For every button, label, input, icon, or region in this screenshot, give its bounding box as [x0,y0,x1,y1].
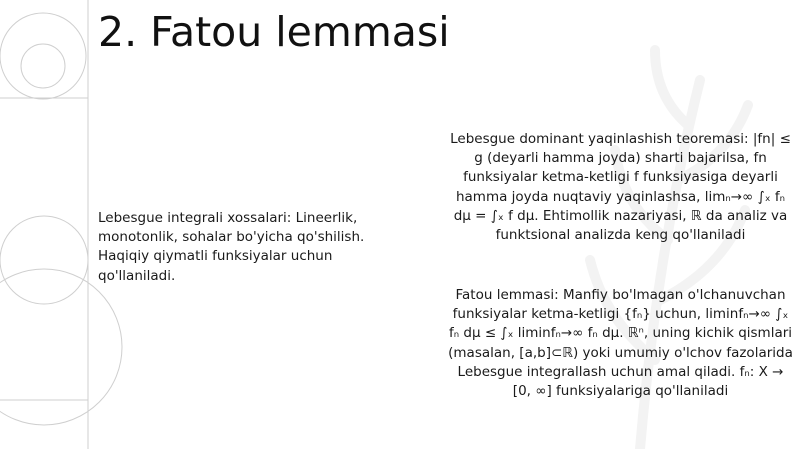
decor-circle-bottom [0,269,122,425]
slide-title: 2. Fatou lemmasi [98,8,450,56]
decor-circle-small-top [21,44,65,88]
decor-circle-large-top [0,13,86,99]
properties-text: Lebesgue integrali xossalari: Lineerlik, monotonlik, sohalar bo'yicha qo'shilish. Haqiqiy qiymatli funksiyalar uchun qo'llaniladi. [98,210,365,284]
dominant-convergence-text: Lebesgue dominant yaqinlashish teoremasi: |fn| ≤ g (deyarli hamma joyda) sharti bajarilsa, fn funksiyalar ketma-ketligi f funksiyasiga deyarli hamma joyda nuqtaviy yaqinlashsa, limₙ→∞ ∫ₓ fₙ dμ = ∫ₓ f dμ. Ehtimollik nazariyasi, ℝ da analiz va funktsional analizda keng qo'llaniladi [450,131,791,244]
decor-circle-middle [0,216,88,304]
fatou-lemma-text: Fatou lemmasi: Manfiy bo'lmagan o'lchanuvchan funksiyalar ketma-ketligi {fₙ} uchun, liminfₙ→∞ ∫ₓ fₙ dμ ≤ ∫ₓ liminfₙ→∞ fₙ dμ. ℝⁿ, uning kichik qismlari (masalan, [a,b]⊂ℝ) yoki umumiy o'lchov fazolarida Lebesgue integrallash uchun amal qiladi. fₙ: X → [0, ∞] funksiyalariga qo'llaniladi [448,287,793,400]
